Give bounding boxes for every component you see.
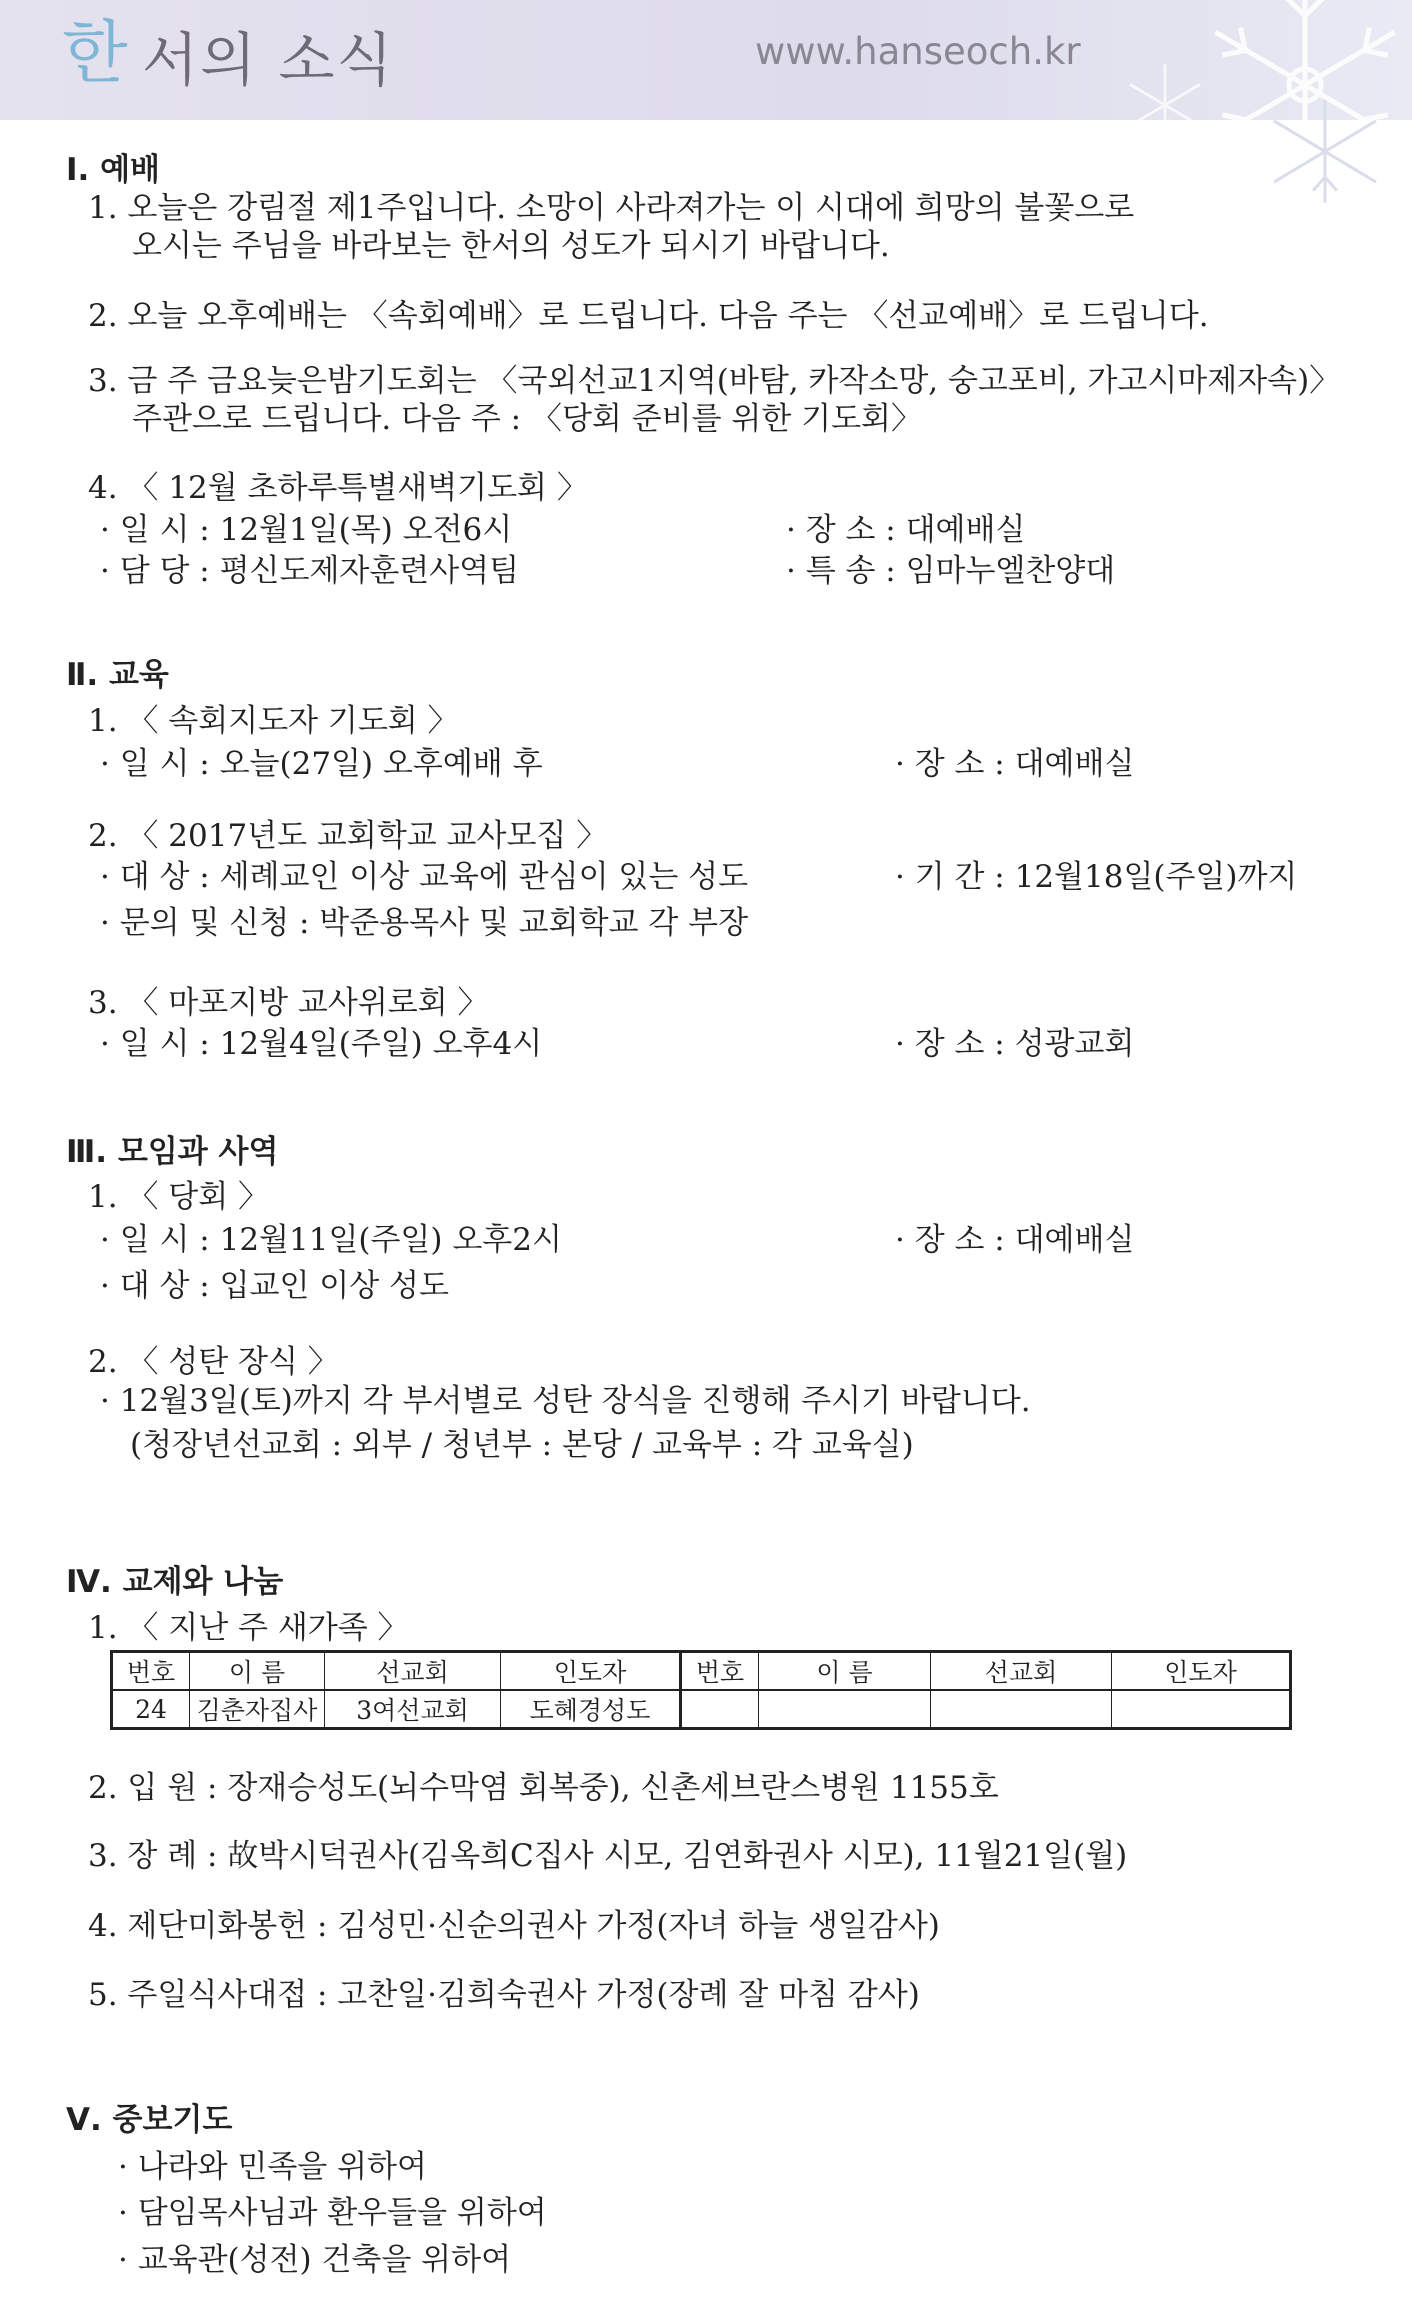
table-header-row [112, 1652, 1291, 1691]
fellowship-item-1-title: 1. 〈 지난 주 새가족 〉 [88, 1610, 409, 1646]
table-header-cell: 인도자 [1112, 1652, 1291, 1691]
education-item-3-where: · 장 소 : 성광교회 [895, 1026, 1135, 1062]
education-item-2-target: · 대 상 : 세례교인 이상 교육에 관심이 있는 성도 [100, 859, 749, 895]
table-header-cell: 선교회 [931, 1652, 1112, 1691]
table-cell: 3여선교회 [325, 1690, 501, 1729]
table-header-cell: 이 름 [759, 1652, 931, 1691]
worship-item-1: 1. 오늘은 강림절 제1주입니다. 소망이 사라져가는 이 시대에 희망의 불꽃으로 [88, 190, 1135, 226]
table-header-cell: 이 름 [190, 1652, 325, 1691]
fellowship-item-2: 2. 입 원 : 장재승성도(뇌수막염 회복중), 신촌세브란스병원 1155호 [88, 1770, 999, 1806]
header-url: www.hanseoch.kr [755, 30, 1081, 73]
education-item-3-title: 3. 〈 마포지방 교사위로회 〉 [88, 985, 489, 1021]
meeting-item-1-when: · 일 시 : 12월11일(주일) 오후2시 [100, 1222, 562, 1258]
meeting-item-2-text: · 12월3일(토)까지 각 부서별로 성탄 장식을 진행해 주시기 바랍니다. [100, 1383, 1031, 1419]
meeting-item-1-where: · 장 소 : 대예배실 [895, 1222, 1135, 1258]
worship-item-4-music: · 특 송 : 임마누엘찬양대 [786, 553, 1116, 589]
section-heading: Ⅱ. 교육 [66, 657, 169, 693]
worship-item-3-cont: 주관으로 드립니다. 다음 주 : 〈당회 준비를 위한 기도회〉 [132, 401, 922, 437]
worship-item-4-title: 4. 〈 12월 초하루특별새벽기도회 〉 [88, 470, 588, 506]
table-cell [931, 1690, 1112, 1729]
header-title: 서의 소식 [142, 26, 395, 94]
education-item-1-where: · 장 소 : 대예배실 [895, 746, 1135, 782]
prayer-item: · 담임목사님과 환우들을 위하여 [118, 2195, 547, 2231]
worship-item-1-cont: 오시는 주님을 바라보는 한서의 성도가 되시기 바랍니다. [132, 228, 890, 264]
header-title-accent: 한 [62, 14, 128, 93]
worship-item-3: 3. 금 주 금요늦은밤기도회는 〈국외선교1지역(바탐, 카작소망, 숭고포비, 가고시마제자속)〉 [88, 363, 1341, 399]
table-header-cell: 인도자 [501, 1652, 681, 1691]
section-heading: Ⅴ. 중보기도 [66, 2102, 233, 2138]
education-item-2-contact: · 문의 및 신청 : 박준용목사 및 교회학교 각 부장 [100, 905, 749, 941]
prayer-item: · 나라와 민족을 위하여 [118, 2149, 427, 2185]
table-cell [759, 1690, 931, 1729]
new-family-table [110, 1650, 1292, 1730]
worship-item-2: 2. 오늘 오후예배는 〈속회예배〉로 드립니다. 다음 주는 〈선교예배〉로 드립니다. [88, 298, 1209, 334]
section-heading: Ⅰ. 예배 [66, 152, 160, 188]
education-item-1-title: 1. 〈 속회지도자 기도회 〉 [88, 703, 459, 739]
worship-item-4-charge: · 담 당 : 평신도제자훈련사역팀 [100, 553, 520, 589]
prayer-item: · 교육관(성전) 건축을 위하여 [118, 2242, 512, 2278]
worship-item-4-when: · 일 시 : 12월1일(목) 오전6시 [100, 512, 513, 548]
meeting-item-2-title: 2. 〈 성탄 장식 〉 [88, 1344, 339, 1380]
table-cell [1112, 1690, 1291, 1729]
meeting-item-2-detail: (청장년선교회 : 외부 / 청년부 : 본당 / 교육부 : 각 교육실) [130, 1427, 914, 1463]
section-heading: Ⅳ. 교제와 나눔 [66, 1564, 284, 1600]
education-item-1-when: · 일 시 : 오늘(27일) 오후예배 후 [100, 746, 543, 782]
education-item-3-when: · 일 시 : 12월4일(주일) 오후4시 [100, 1026, 543, 1062]
education-item-2-period: · 기 간 : 12월18일(주일)까지 [895, 859, 1298, 895]
table-cell: 도혜경성도 [501, 1690, 681, 1729]
meeting-item-1-title: 1. 〈 당회 〉 [88, 1179, 270, 1215]
table-header-cell: 선교회 [325, 1652, 501, 1691]
table-header-cell: 번호 [112, 1652, 190, 1691]
worship-item-4-where: · 장 소 : 대예배실 [786, 512, 1026, 548]
fellowship-item-3: 3. 장 례 : 故박시덕권사(김옥희C집사 시모, 김연화권사 시모), 11월21일(월) [88, 1838, 1128, 1874]
section-heading: Ⅲ. 모임과 사역 [66, 1134, 279, 1170]
table-cell: 김춘자집사 [190, 1690, 325, 1729]
fellowship-item-4: 4. 제단미화봉헌 : 김성민·신순의권사 가정(자녀 하늘 생일감사) [88, 1908, 940, 1944]
table-header-cell: 번호 [681, 1652, 759, 1691]
table-row [112, 1690, 1291, 1729]
meeting-item-1-target: · 대 상 : 입교인 이상 성도 [100, 1268, 449, 1304]
table-cell [681, 1690, 759, 1729]
table-cell: 24 [112, 1690, 190, 1729]
fellowship-item-5: 5. 주일식사대접 : 고찬일·김희숙권사 가정(장례 잘 마침 감사) [88, 1977, 920, 2013]
education-item-2-title: 2. 〈 2017년도 교회학교 교사모집 〉 [88, 818, 608, 854]
